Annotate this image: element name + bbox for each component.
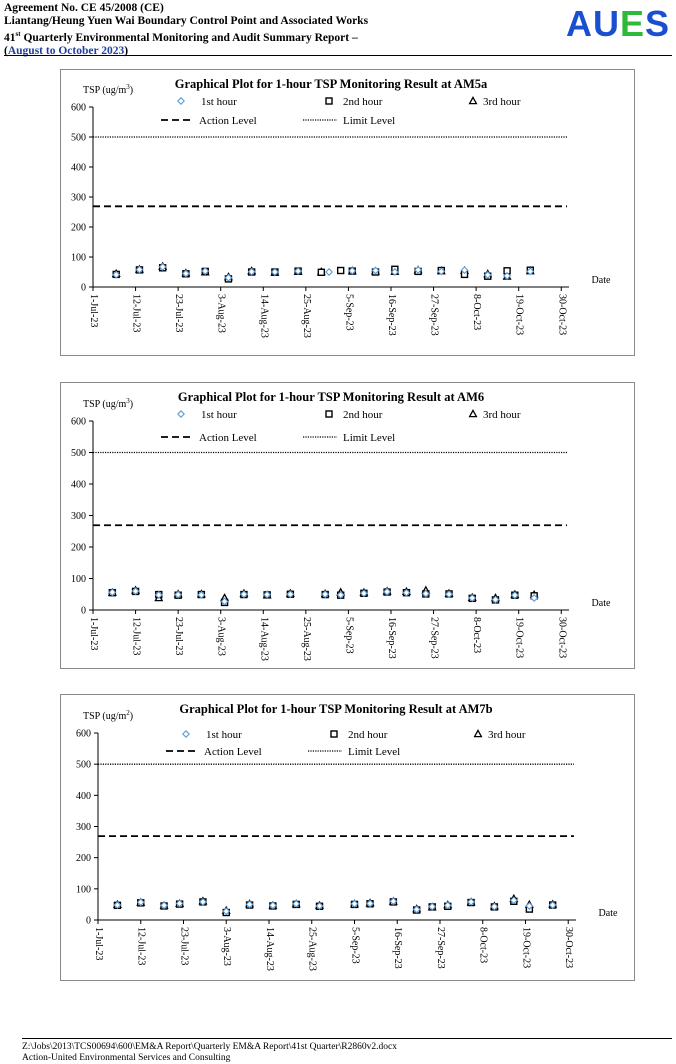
x-tick-label: 16-Sep-23: [392, 927, 404, 969]
chart-title: Graphical Plot for 1-hour TSP Monitoring Result at AM6: [177, 390, 485, 404]
x-tick-label: 12-Jul-23: [135, 927, 147, 966]
x-axis-label: Date: [591, 275, 611, 286]
legend-marker-1st-hour: [178, 98, 184, 104]
x-tick-label: 14-Aug-23: [258, 294, 270, 338]
chart-title: Graphical Plot for 1-hour TSP Monitoring Result at AM5a: [174, 77, 488, 91]
y-tick-label: 600: [76, 728, 91, 740]
data-point-2nd-hour: [338, 268, 344, 274]
agreement-number: Agreement No. CE 45/2008 (CE): [4, 2, 164, 14]
y-tick-label: 400: [71, 479, 86, 491]
legend-label-limit-level: Limit Level: [348, 746, 401, 758]
chart-title: Graphical Plot for 1-hour TSP Monitoring Result at AM7b: [179, 702, 493, 716]
y-tick-label: 200: [71, 542, 86, 554]
y-tick-label: 200: [76, 853, 91, 865]
legend-marker-3rd-hour: [470, 97, 477, 103]
x-tick-label: 23-Jul-23: [173, 294, 185, 333]
y-tick-label: 600: [71, 416, 86, 428]
y-tick-label: 100: [76, 884, 91, 896]
x-tick-label: 5-Sep-23: [343, 617, 355, 654]
x-tick-label: 25-Aug-23: [300, 294, 312, 338]
report-number-suffix: st: [15, 30, 21, 38]
y-axis-label: TSP $(ug/m^3)$: [83, 397, 134, 410]
y-tick-label: 300: [71, 192, 86, 204]
company-name: Action-United Environmental Services and Consulting: [22, 1053, 231, 1063]
legend-label-action-level: Action Level: [204, 746, 262, 758]
x-tick-label: 19-Oct-23: [513, 294, 525, 336]
legend-label-action-level: Action Level: [199, 432, 257, 444]
legend-marker-1st-hour: [178, 411, 184, 417]
y-tick-label: 200: [71, 222, 86, 234]
x-tick-label: 16-Sep-23: [385, 294, 397, 336]
x-tick-label: 27-Sep-23: [428, 617, 440, 659]
y-tick-label: 400: [71, 162, 86, 174]
legend-label-limit-level: Limit Level: [343, 115, 396, 127]
y-tick-label: 600: [71, 102, 86, 114]
x-tick-label: 25-Aug-23: [300, 617, 312, 661]
legend-marker-3rd-hour: [475, 730, 482, 736]
legend-label-2nd-hour: 2nd hour: [343, 96, 383, 108]
x-tick-label: 14-Aug-23: [258, 617, 270, 661]
x-tick-label: 3-Aug-23: [221, 927, 233, 966]
legend-label-3rd-hour: 3rd hour: [488, 729, 526, 741]
legend-marker-2nd-hour: [326, 411, 332, 417]
y-tick-label: 300: [76, 822, 91, 833]
legend-label-2nd-hour: 2nd hour: [343, 409, 383, 421]
x-axis-label: Date: [591, 598, 611, 609]
data-point-2nd-hour: [318, 269, 324, 275]
y-tick-label: 400: [76, 790, 91, 802]
x-tick-label: 1-Jul-23: [88, 294, 99, 328]
chart-am7b-svg: [61, 695, 634, 980]
legend-marker-2nd-hour: [326, 98, 332, 104]
x-tick-label: 5-Sep-23: [343, 294, 355, 331]
legend-label-3rd-hour: 3rd hour: [483, 409, 521, 421]
x-tick-label: 12-Jul-23: [130, 294, 142, 333]
y-tick-label: 100: [71, 252, 86, 264]
report-number: 41: [4, 31, 16, 44]
y-tick-label: 500: [71, 448, 86, 459]
x-tick-label: 1-Jul-23: [88, 617, 99, 651]
chart-am5a: [60, 69, 635, 356]
y-tick-label: 500: [71, 132, 86, 144]
legend-label-1st-hour: 1st hour: [201, 409, 237, 421]
legend-label-3rd-hour: 3rd hour: [483, 96, 521, 108]
x-tick-label: 27-Sep-23: [428, 294, 440, 336]
x-tick-label: 3-Aug-23: [215, 617, 227, 656]
chart-am5a-svg: [61, 70, 634, 355]
x-tick-label: 14-Aug-23: [263, 927, 275, 971]
report-period: (August to October 2023): [4, 44, 129, 57]
x-tick-label: 8-Oct-23: [471, 294, 483, 331]
x-tick-label: 30-Oct-23: [563, 927, 575, 969]
legend-marker-2nd-hour: [331, 731, 337, 737]
x-tick-label: 30-Oct-23: [556, 294, 568, 336]
x-tick-label: 23-Jul-23: [173, 617, 185, 656]
y-tick-label: 300: [71, 511, 86, 522]
report-title-text: Quarterly Environmental Monitoring and Audit Summary Report –: [20, 31, 358, 44]
x-tick-label: 3-Aug-23: [215, 294, 227, 333]
file-path: Z:\Jobs\2013\TCS00694\600\EM&A Report\Quarterly EM&A Report\41st Quarter\R2860v2.docx: [22, 1042, 397, 1052]
legend-marker-3rd-hour: [470, 410, 477, 416]
footer-divider: [22, 1038, 672, 1039]
header-divider: [4, 55, 672, 56]
x-tick-label: 8-Oct-23: [477, 927, 489, 964]
legend-label-2nd-hour: 2nd hour: [348, 729, 388, 741]
chart-am7b: [60, 694, 635, 981]
x-tick-label: 5-Sep-23: [349, 927, 361, 964]
x-tick-label: 30-Oct-23: [556, 617, 568, 659]
y-tick-label: 0: [81, 282, 86, 294]
x-axis-label: Date: [598, 908, 618, 919]
report-period-text: August to October 2023: [7, 44, 125, 57]
y-axis-label: TSP $(ug/m^3)$: [83, 83, 134, 96]
x-tick-label: 16-Sep-23: [385, 617, 397, 659]
x-tick-label: 19-Oct-23: [520, 927, 532, 969]
aues-logo: AUES: [565, 3, 670, 44]
y-axis-label: TSP $(ug/m^2)$: [83, 709, 134, 722]
chart-am6-svg: [61, 383, 634, 668]
x-tick-label: 8-Oct-23: [471, 617, 483, 654]
legend-label-1st-hour: 1st hour: [201, 96, 237, 108]
y-tick-label: 0: [86, 915, 91, 927]
legend-marker-1st-hour: [183, 731, 189, 737]
x-tick-label: 25-Aug-23: [306, 927, 318, 971]
legend-label-1st-hour: 1st hour: [206, 729, 242, 741]
chart-am6: [60, 382, 635, 669]
x-tick-label: 23-Jul-23: [178, 927, 190, 966]
project-title: Liantang/Heung Yuen Wai Boundary Control Point and Associated Works: [4, 15, 369, 27]
x-tick-label: 19-Oct-23: [513, 617, 525, 659]
y-tick-label: 0: [81, 605, 86, 617]
data-point-1st-hour: [326, 269, 332, 275]
x-tick-label: 1-Jul-23: [93, 927, 104, 961]
y-tick-label: 500: [76, 759, 91, 771]
legend-label-action-level: Action Level: [199, 115, 257, 127]
legend-label-limit-level: Limit Level: [343, 432, 396, 444]
x-tick-label: 12-Jul-23: [130, 617, 142, 656]
x-tick-label: 27-Sep-23: [434, 927, 446, 969]
y-tick-label: 100: [71, 574, 86, 585]
